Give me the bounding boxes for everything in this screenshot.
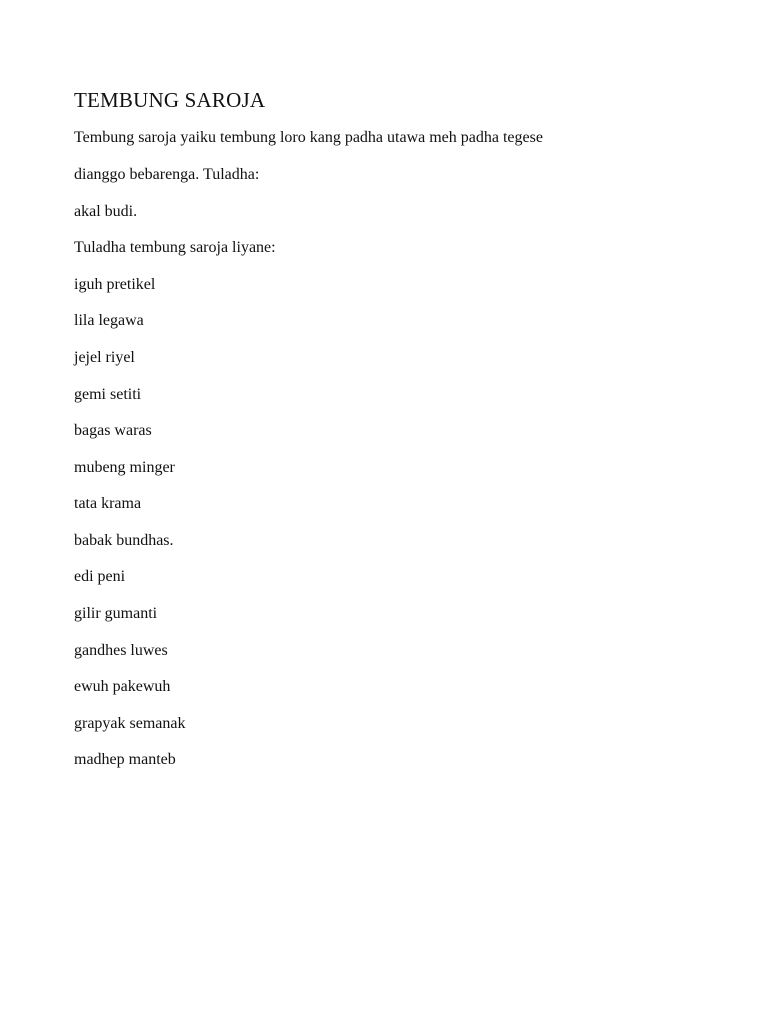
list-item: bagas waras [74,422,152,439]
page-title: TEMBUNG SAROJA [74,88,266,112]
list-item: jejel riyel [74,349,135,366]
intro-paragraph-line-2: dianggo bebarenga. Tuladha: [74,166,260,183]
list-item: edi peni [74,568,126,585]
list-item: mubeng minger [74,459,175,476]
list-item: gilir gumanti [74,605,158,622]
list-item: tata krama [74,495,142,512]
list-item: gemi setiti [74,386,142,403]
list-item: ewuh pakewuh [74,678,171,695]
list-item: madhep manteb [74,751,176,768]
list-item: babak bundhas. [74,532,174,549]
list-item: iguh pretikel [74,276,156,293]
list-item: gandhes luwes [74,642,168,659]
example-text: akal budi. [74,203,138,220]
list-item: grapyak semanak [74,715,186,732]
intro-paragraph-line-1: Tembung saroja yaiku tembung loro kang padha utawa meh padha tegese [74,129,543,146]
list-heading: Tuladha tembung saroja liyane: [74,239,276,256]
list-item: lila legawa [74,312,144,329]
